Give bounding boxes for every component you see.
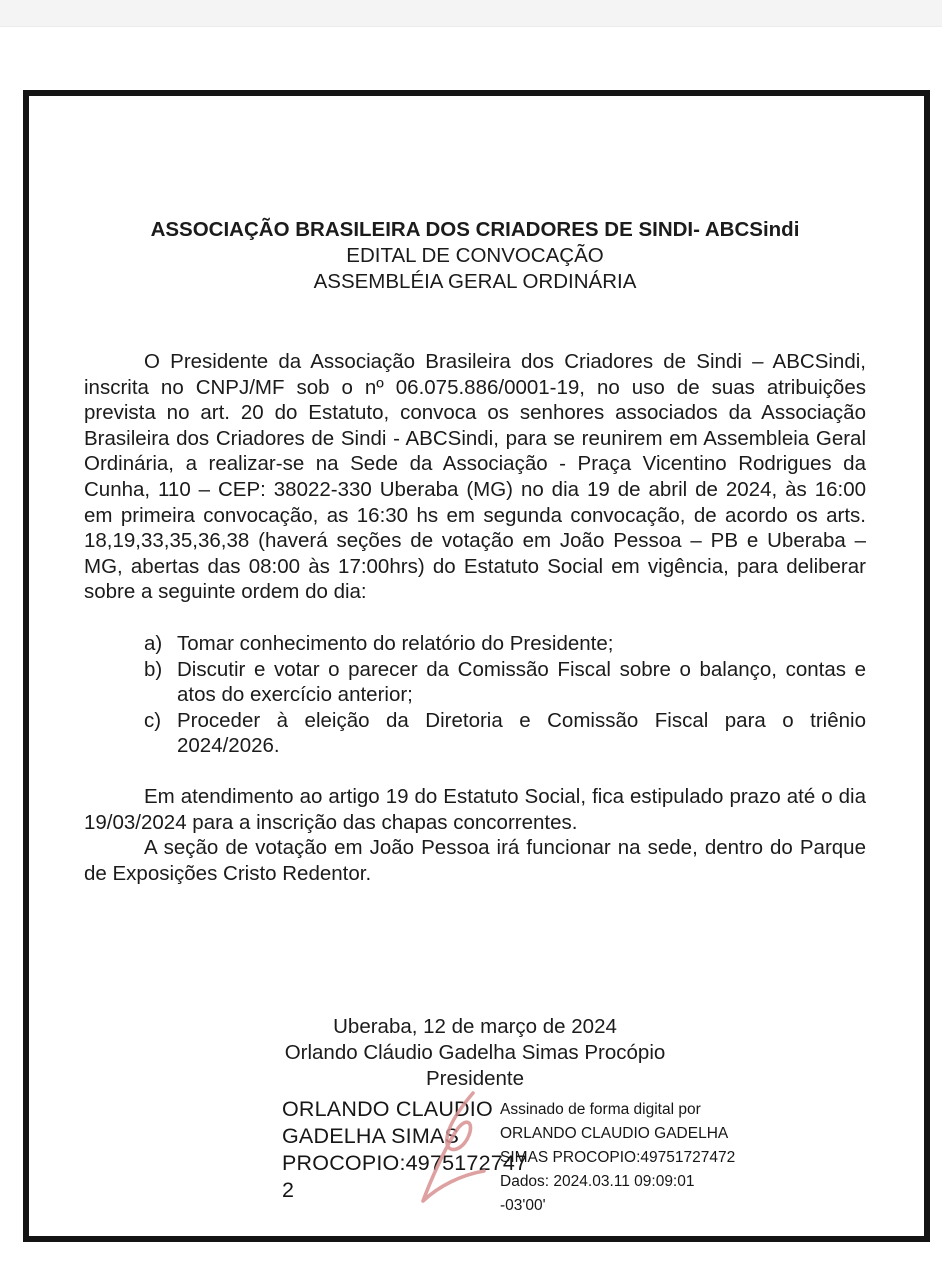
body-paragraph-1: O Presidente da Associação Brasileira dos Criadores de Sindi – ABCSindi, inscrita no CNPJ/MF sob o nº 06.075.886/0001-19, no uso de suas atribuições prevista no art. 20 do Estatuto, convoca os senhores associados da Associação Brasileira dos Criadores de Sindi - ABCSindi, para se reunirem em Assembleia Geral Ordinária, a realizar-se na Sede da Associação - Praça Vicentino Rodrigues da Cunha, 110 – CEP: 38022-330 Uberaba (MG) no dia 19 de abril de 2024, às 16:00 em primeira convocação, as 16:30 hs em segunda convocação, de acordo os arts. 18,19,33,35,36,38 (haverá seções de votação em João Pessoa – PB e Uberaba – MG, abertas das 08:00 às 17:00hrs) do Estatuto Social em vigência, para deliberar sobre a seguinte ordem do dia: xyxy=(84,350,866,604)
signature-detail-line: SIMAS PROCOPIO:49751727472 xyxy=(500,1149,736,1167)
viewer-top-strip xyxy=(0,0,942,27)
signature-flourish-icon xyxy=(416,1088,498,1208)
signature-subject-line: GADELHA SIMAS xyxy=(282,1124,460,1149)
document-page-frame xyxy=(23,90,930,1242)
signature-detail-line: ORLANDO CLAUDIO GADELHA xyxy=(500,1125,729,1143)
signature-detail-line: Dados: 2024.03.11 09:09:01 xyxy=(500,1173,695,1191)
signer-role: Presidente xyxy=(425,1067,524,1091)
agenda-item-a xyxy=(84,631,866,657)
signer-name: Orlando Cláudio Gadelha Simas Procópio xyxy=(284,1041,666,1065)
body-paragraph-2: Em atendimento ao artigo 19 do Estatuto Social, fica estipulado prazo até o dia 19/03/2024 para a inscrição das chapas concorrentes. xyxy=(84,784,866,834)
agenda-item-c-label: c) xyxy=(144,708,162,732)
agenda-list xyxy=(84,631,866,759)
agenda-item-b xyxy=(84,657,866,708)
signature-subject-line: PROCOPIO:4975172747 xyxy=(282,1151,528,1176)
closing-block xyxy=(84,1014,866,1092)
agenda-item-c xyxy=(84,708,866,759)
digital-signature-stamp xyxy=(282,1096,866,1215)
signature-subject-line: 2 xyxy=(282,1178,295,1203)
document-title: ASSOCIAÇÃO BRASILEIRA DOS CRIADORES DE SINDI- ABCSindi xyxy=(150,218,800,241)
signature-subject-line: ORLANDO CLAUDIO xyxy=(282,1097,493,1122)
signature-details xyxy=(500,1098,736,1218)
agenda-item-b-text: Discutir e votar o parecer da Comissão Fiscal sobre o balanço, contas e atos do exercício anterior; xyxy=(177,657,866,707)
signature-detail-line: -03'00' xyxy=(500,1197,546,1215)
closing-date-line: Uberaba, 12 de março de 2024 xyxy=(333,1015,617,1039)
agenda-item-a-text: Tomar conhecimento do relatório do Presidente; xyxy=(177,631,614,655)
document-header xyxy=(84,217,866,295)
signature-detail-line: Assinado de forma digital por xyxy=(500,1101,701,1119)
document-subtitle-edital: EDITAL DE CONVOCAÇÃO xyxy=(346,244,604,267)
agenda-item-b-label: b) xyxy=(144,657,163,681)
agenda-item-c-text: Proceder à eleição da Diretoria e Comissão Fiscal para o triênio 2024/2026. xyxy=(177,708,866,758)
document-subtitle-assembleia: ASSEMBLÉIA GERAL ORDINÁRIA xyxy=(313,270,637,293)
body-paragraph-3: A seção de votação em João Pessoa irá funcionar na sede, dentro do Parque de Exposições Cristo Redentor. xyxy=(84,836,866,885)
signature-flourish-path xyxy=(423,1093,484,1201)
agenda-item-a-label: a) xyxy=(144,631,163,655)
